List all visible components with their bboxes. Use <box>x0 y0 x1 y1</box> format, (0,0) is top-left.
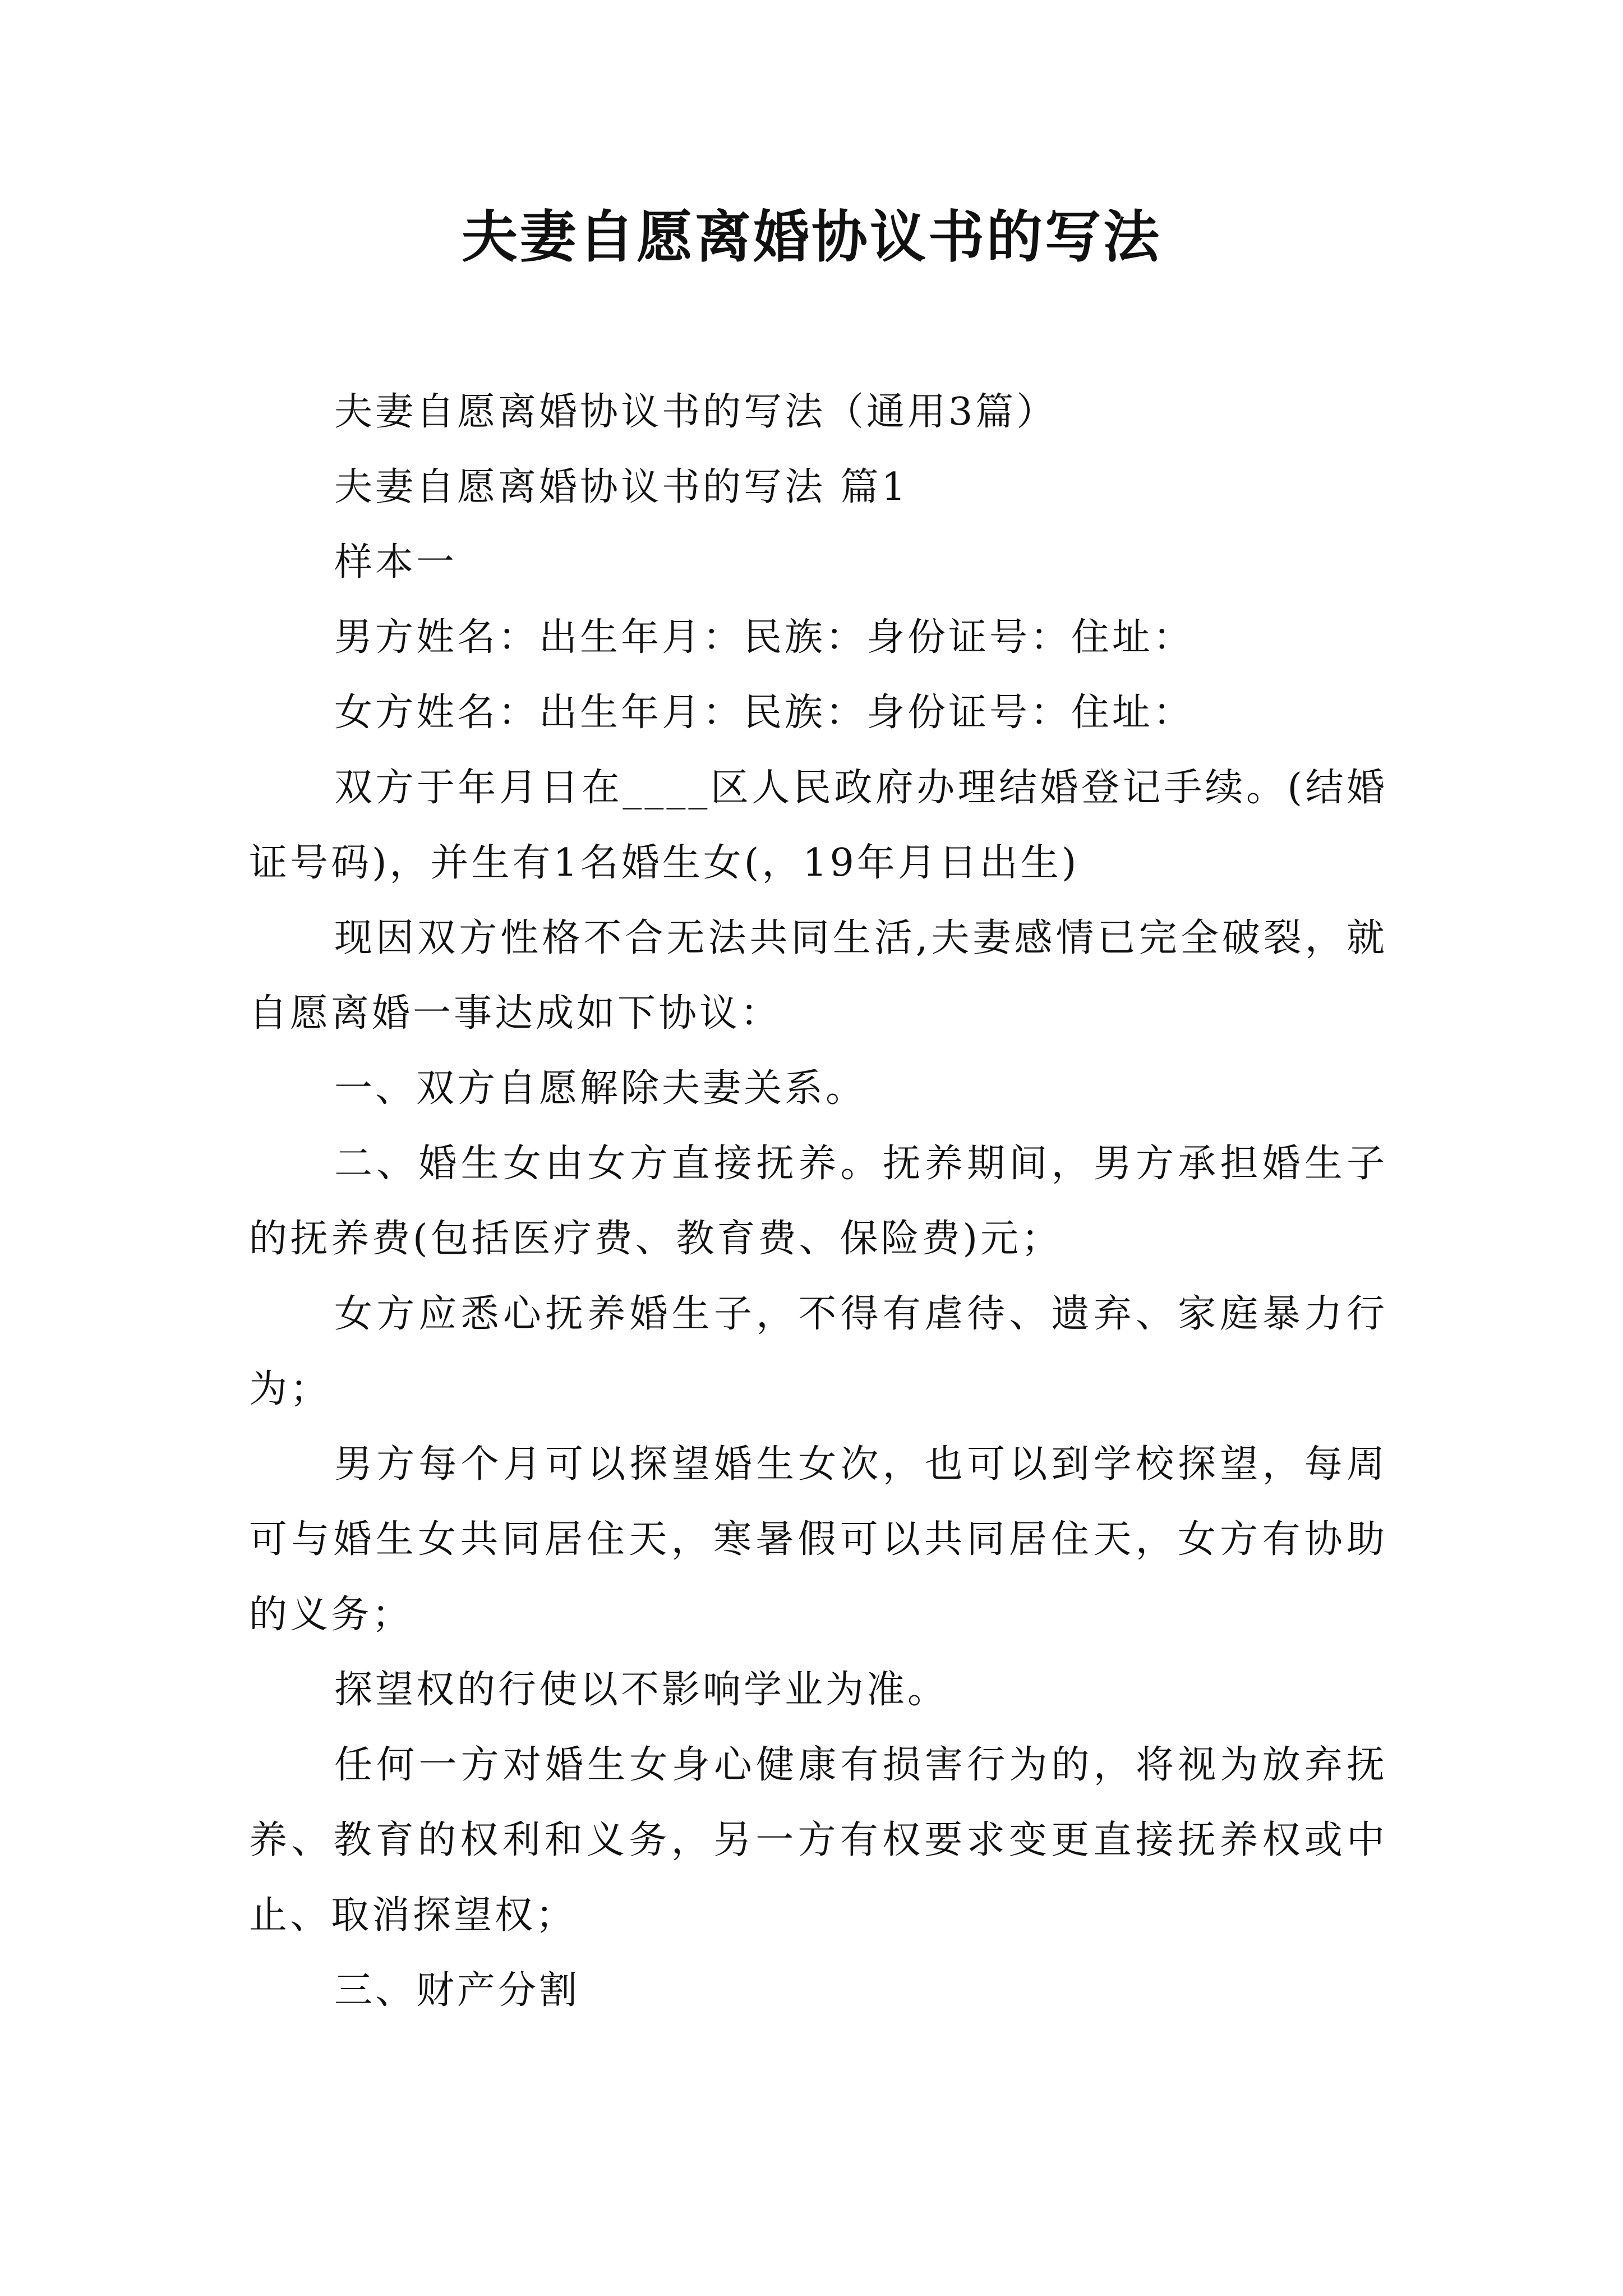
paragraph-male-info: 男方姓名：出生年月：民族：身份证号：住址： <box>334 615 1195 660</box>
paragraph-female-info: 女方姓名：出生年月：民族：身份证号：住址： <box>334 691 1195 735</box>
paragraph-sample-label: 样本一 <box>334 540 458 585</box>
document-title: 夫妻自愿离婚协议书的写法 <box>462 204 1161 270</box>
paragraph-custody-duty: 女方应悉心抚养婚生子，不得有虐待、遗弃、家庭暴力行为； <box>249 1292 1387 1411</box>
paragraph-visitation: 男方每个月可以探望婚生女次，也可以到学校探望，每周可与婚生女共同居住天，寒暑假可以共同居住天，女方有协助的义务； <box>249 1442 1387 1637</box>
paragraph-section-heading: 夫妻自愿离婚协议书的写法 篇1 <box>334 465 909 509</box>
paragraph-clause-2: 二、婚生女由女方直接抚养。抚养期间，男方承担婚生子的抚养费(包括医疗费、教育费、保险费)元； <box>249 1142 1387 1261</box>
paragraph-clause-3: 三、财产分割 <box>334 1968 580 2013</box>
paragraph-clause-1: 一、双方自愿解除夫妻关系。 <box>334 1066 867 1111</box>
paragraph-divorce-reason: 现因双方性格不合无法共同生活,夫妻感情已完全破裂，就自愿离婚一事达成如下协议： <box>249 916 1387 1036</box>
paragraph-marriage-registration: 双方于年月日在____区人民政府办理结婚登记手续。(结婚证号码)，并生有1名婚生女(，19年月日出生) <box>249 766 1387 885</box>
paragraph-subtitle: 夫妻自愿离婚协议书的写法（通用3篇） <box>334 390 1058 434</box>
paragraph-custody-forfeit: 任何一方对婚生女身心健康有损害行为的，将视为放弃抚养、教育的权利和义务，另一方有权要求变更直接抚养权或中止、取消探望权； <box>249 1743 1387 1938</box>
paragraph-visitation-limit: 探望权的行使以不影响学业为准。 <box>334 1668 949 1712</box>
document-body <box>249 375 1387 2028</box>
